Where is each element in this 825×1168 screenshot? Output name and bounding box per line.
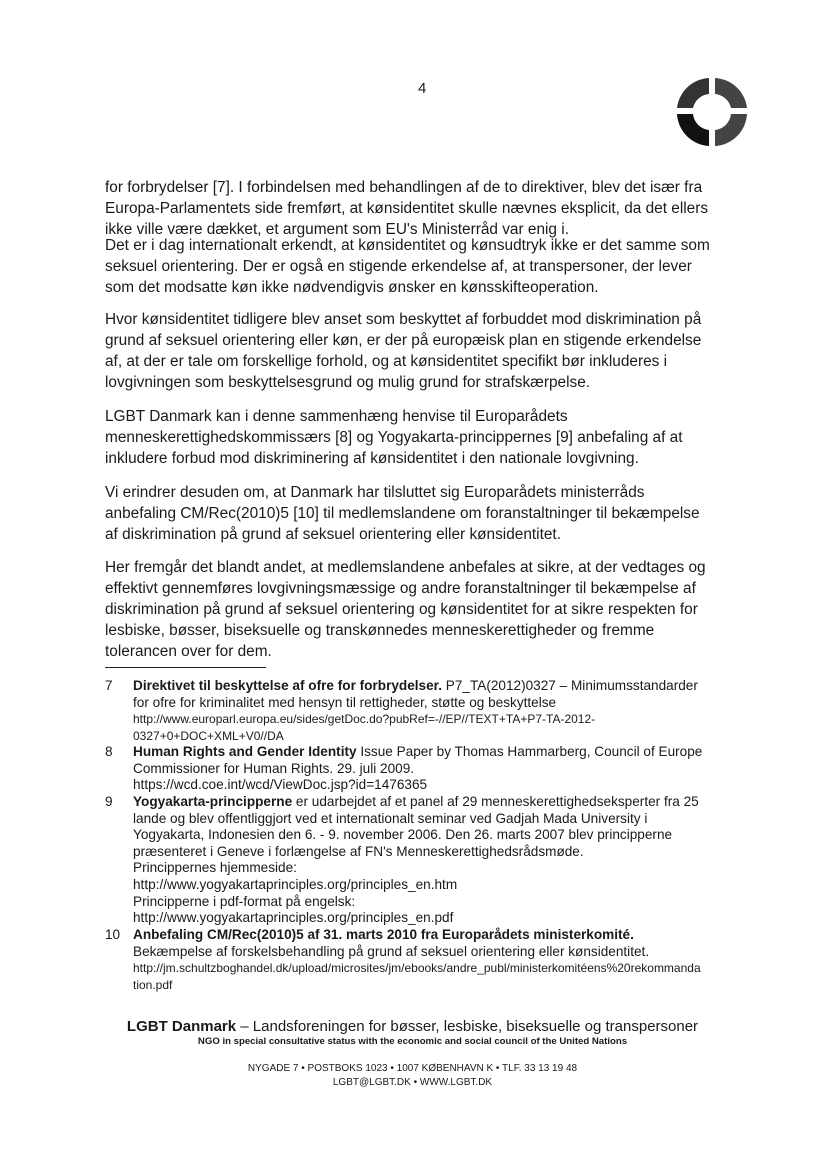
footnote-text: Commissioner for Human Rights. 29. juli 2009.	[133, 760, 415, 776]
footnote-link[interactable]: http://www.yogyakartaprinciples.org/principles_en.pdf	[133, 910, 454, 926]
footnote-text: P7_TA(2012)0327 – Minimumsstandarder	[442, 678, 698, 693]
paragraph-line: Her fremgår det blandt andet, at medlemslandene anbefales at sikre, at der vedtages og	[105, 559, 706, 576]
page-number: 4	[418, 80, 427, 97]
footer-contact	[0, 1062, 825, 1090]
footnote-link[interactable]: http://jm.schultzboghandel.dk/upload/microsites/jm/ebooks/andre_publ/ministerkomitéens%20rekommanda	[133, 961, 701, 976]
footnote-text: er udarbejdet af et panel af 29 menneskerettighedseksperter fra 25	[292, 794, 699, 809]
footnote-title: Anbefaling CM/Rec(2010)5 af 31. marts 2010 fra Europarådets ministerkomité.	[133, 927, 634, 942]
footer-org-name: LGBT Danmark	[126, 1018, 237, 1035]
footnote-9	[105, 794, 699, 927]
footnote-title: Direktivet til beskyttelse af ofre for forbrydelser.	[133, 678, 442, 693]
paragraph-line: seksuel orientering. Der er også en stigende erkendelse af, at transpersoner, der lever	[105, 258, 692, 275]
footnote-text: præsenteret i Geneve i forlængelse af FN's Menneskerettighedsrådsmøde.	[133, 843, 584, 859]
footnote-link[interactable]: https://wcd.coe.int/wcd/ViewDoc.jsp?id=1476365	[133, 777, 428, 793]
footer-email-web: LGBT@LGBT.DK • WWW.LGBT.DK	[332, 1077, 493, 1088]
body-paragraph	[105, 482, 700, 545]
paragraph-line: inkludere forbud mod diskriminering af kønsidentitet i den nationale lovgivning.	[105, 450, 639, 467]
footnote-8	[105, 744, 702, 794]
footnote-line	[133, 711, 698, 728]
footnote-text: Principperne i pdf-format på engelsk:	[133, 893, 356, 909]
paragraph-line: LGBT Danmark kan i denne sammenhæng henvise til Europarådets	[105, 408, 568, 425]
paragraph-line: Hvor kønsidentitet tidligere blev anset som beskyttet af forbuddet mod diskrimination på	[105, 311, 702, 328]
footnote-line	[133, 977, 701, 994]
footnote-number: 7	[105, 678, 113, 693]
footnote-line	[133, 860, 699, 877]
footnote-text: for ofre for kriminalitet med hensyn til rettigheder, støtte og beskyttelse	[133, 694, 557, 710]
footnote-line	[133, 744, 702, 761]
body-paragraph	[105, 177, 708, 240]
footnote-line	[133, 927, 701, 944]
paragraph-line: for forbrydelser [7]. I forbindelsen med behandlingen af de to direktiver, blev det især fra	[105, 179, 703, 196]
footnote-line	[133, 777, 702, 794]
paragraph-line: effektivt gennemføres lovgivningsmæssige og andre foranstaltninger til bekæmpelse af	[105, 580, 696, 597]
footnote-line	[133, 827, 699, 844]
footnote-text: Bekæmpelse af forskelsbehandling på grund af seksuel orientering eller kønsidentitet.	[133, 943, 650, 959]
paragraph-line: af, at der er tale om forskellige forhold, og at kønsidentitet specifikt bør inkluderes i	[105, 353, 668, 370]
footnote-line	[133, 844, 699, 861]
footnote-divider	[105, 667, 266, 668]
footnote-link[interactable]: http://www.yogyakartaprinciples.org/principles_en.htm	[133, 876, 458, 892]
footnote-text: Issue Paper by Thomas Hammarberg, Council of Europe	[356, 744, 703, 759]
footnote-title: Human Rights and Gender Identity	[133, 744, 357, 759]
footnote-title: Yogyakarta-principperne	[133, 794, 293, 809]
footer-org-desc: – Landsforeningen for bøsser, lesbiske, biseksuelle og transpersoner	[236, 1018, 699, 1035]
footnote-7	[105, 678, 698, 744]
footnote-line	[133, 728, 698, 745]
footnote-line	[133, 944, 701, 961]
footer-ngo: NGO in special consultative status with the economic and social council of the United Nations	[197, 1036, 628, 1047]
paragraph-line: tolerancen over for dem.	[105, 643, 272, 660]
paragraph-line: som det modsatte køn ikke nødvendigvis ønsker en kønsskifteoperation.	[105, 279, 599, 296]
footnote-line	[133, 894, 699, 911]
paragraph-line: anbefaling CM/Rec(2010)5 [10] til medlemslandene om foranstaltninger til bekæmpelse	[105, 505, 700, 522]
paragraph-line: Europa-Parlamentets side fremført, at kønsidentitet skulle nævnes eksplicit, da det ellers	[105, 200, 709, 217]
paragraph-line: menneskerettighedskommissærs [8] og Yogyakarta-princippernes [9] anbefaling af at	[105, 429, 683, 446]
footnote-text: Princippernes hjemmeside:	[133, 860, 297, 876]
footer-org	[0, 1018, 825, 1035]
paragraph-line: Det er i dag internationalt erkendt, at kønsidentitet og kønsudtryk ikke er det samme som	[105, 237, 710, 254]
paragraph-line: ikke ville være dækket, et argument som EU's Ministerråd var enig i.	[105, 221, 569, 238]
footnote-text: lande og blev offentliggjort ved et internationalt seminar ved Gadjah Mada University i	[133, 810, 648, 826]
body-paragraph	[105, 309, 701, 393]
footnote-line	[133, 960, 701, 977]
footnote-text: Yogyakarta, Indonesien den 6. - 9. november 2006. Den 26. marts 2007 blev principperne	[133, 827, 673, 843]
footnote-line	[133, 910, 699, 927]
lgbt-logo-icon	[666, 76, 756, 148]
body-paragraph	[105, 557, 706, 662]
footnote-number: 8	[105, 744, 113, 759]
footnote-line	[133, 678, 698, 695]
paragraph-line: diskrimination på grund af seksuel orientering og kønsidentitet for at sikre respekten for	[105, 601, 698, 618]
footnote-line	[133, 794, 699, 811]
footnote-10	[105, 927, 701, 993]
footnote-number: 9	[105, 794, 113, 809]
footnote-link[interactable]: http://www.europarl.europa.eu/sides/getDoc.do?pubRef=-//EP//TEXT+TA+P7-TA-2012-	[133, 712, 596, 727]
footnote-number: 10	[105, 927, 121, 942]
paragraph-line: grund af seksuel orientering eller køn, er der på europæisk plan en stigende erkendelse	[105, 332, 702, 349]
paragraph-line: lesbiske, bøsser, biseksuelle og transkønnedes menneskerettigheder og fremme	[105, 622, 655, 639]
paragraph-line: Vi erindrer desuden om, at Danmark har tilsluttet sig Europarådets ministerråds	[105, 484, 645, 501]
footnote-link: 0327+0+DOC+XML+V0//DA	[133, 728, 284, 743]
paragraph-line: af diskrimination på grund af seksuel orientering eller kønsidentitet.	[105, 526, 561, 543]
footnote-line	[133, 811, 699, 828]
body-paragraph	[105, 235, 710, 298]
footer-address: NYGADE 7 • POSTBOKS 1023 • 1007 KØBENHAVN K • TLF. 33 13 19 48	[247, 1063, 578, 1074]
footnote-line	[133, 695, 698, 712]
body-paragraph	[105, 406, 682, 469]
footnote-link: tion.pdf	[133, 977, 173, 992]
footnote-line	[133, 761, 702, 778]
paragraph-line: lovgivningen som beskyttelsesgrund og mulig grund for strafskærpelse.	[105, 374, 591, 391]
footnote-line	[133, 877, 699, 894]
